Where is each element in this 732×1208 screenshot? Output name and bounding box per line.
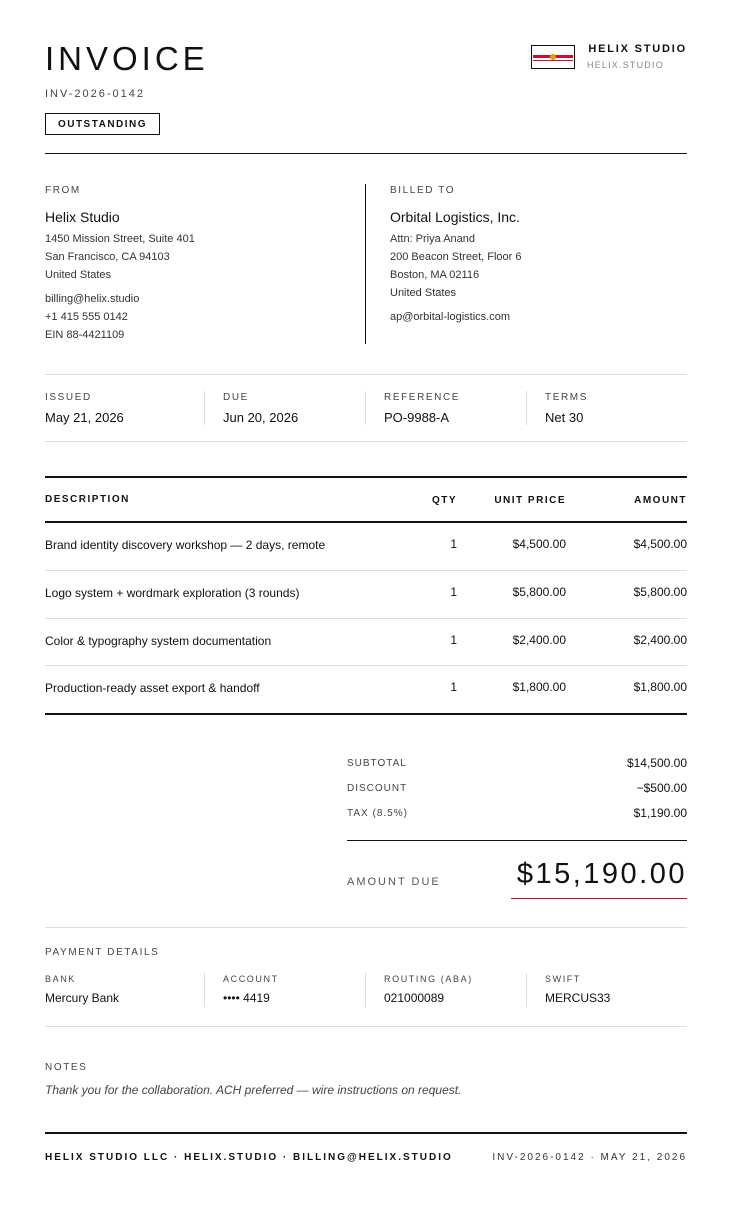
billed-to-address [390,230,521,302]
row-qty: 1 [450,633,457,647]
meta-divider [526,391,527,425]
billed-to-address-line: Boston, MA 02116 [390,269,480,281]
swift-value: MERCUS33 [545,991,611,1005]
row-unit-price: $2,400.00 [512,633,566,647]
party-divider [365,184,366,344]
discount-value: −$500.00 [636,781,687,795]
from-address-line: 1450 Mission Street, Suite 401 [45,233,195,245]
footer-left: HELIX STUDIO LLC · HELIX.STUDIO · BILLING@HELIX.STUDIO [45,1152,453,1163]
invoice-title: INVOICE [45,40,209,77]
routing-value: 021000089 [384,991,445,1005]
row-amount: $4,500.00 [633,537,687,551]
billed-to-address-line: 200 Beacon Street, Floor 6 [390,251,522,263]
bank-label: BANK [45,974,76,984]
from-address-line: San Francisco, CA 94103 [45,251,170,263]
due-value: Jun 20, 2026 [223,410,299,425]
billed-to-address-line: Attn: Priya Anand [390,233,475,245]
row-description: Brand identity discovery workshop — 2 days, remote [45,538,326,552]
table-row [45,666,687,713]
terms-value: Net 30 [545,410,584,425]
status-badge: OUTSTANDING [45,113,160,135]
footer-right: INV-2026-0142 · MAY 21, 2026 [492,1152,687,1163]
col-header-amount: AMOUNT [634,495,687,506]
billed-to-label: BILLED TO [390,185,456,196]
meta-top-rule [45,374,687,375]
header-divider [45,153,687,154]
amount-due-label: AMOUNT DUE [347,876,441,888]
discount-label: DISCOUNT [347,783,408,794]
meta-divider [204,391,205,425]
notes-text: Thank you for the collaboration. ACH preferred — wire instructions on request. [45,1083,462,1097]
terms-label: TERMS [545,392,588,403]
account-label: ACCOUNT [223,974,279,984]
col-header-description: DESCRIPTION [45,494,130,505]
col-header-qty: QTY [431,495,457,506]
table-row [45,619,687,666]
table-top-rule [45,476,687,478]
routing-label: ROUTING (ABA) [384,974,473,984]
tax-label: TAX (8.5%) [347,808,408,819]
billed-to-name: Orbital Logistics, Inc. [390,209,520,225]
row-qty: 1 [450,537,457,551]
totals-divider [347,840,687,841]
row-description: Color & typography system documentation [45,634,272,648]
col-header-unit-price: UNIT PRICE [494,495,566,506]
brand-name: HELIX STUDIO [588,43,687,55]
due-label: DUE [223,392,249,403]
payment-divider [526,973,527,1007]
tax-value: $1,190.00 [633,806,687,820]
from-phone: +1 415 555 0142 [45,311,128,323]
payment-top-rule [45,927,687,928]
row-unit-price: $1,800.00 [512,680,566,694]
from-ein: EIN 88-4421109 [45,329,125,341]
from-name: Helix Studio [45,209,120,225]
swift-label: SWIFT [545,974,581,984]
from-address [45,230,195,284]
flag-logo-icon [531,45,575,69]
row-description: Logo system + wordmark exploration (3 rounds) [45,586,300,600]
meta-bottom-rule [45,441,687,442]
notes-label: NOTES [45,1062,88,1073]
table-row [45,571,687,618]
meta-divider [365,391,366,425]
issued-value: May 21, 2026 [45,410,124,425]
row-amount: $1,800.00 [633,680,687,694]
amount-due-underline [511,898,687,899]
billed-to-email: ap@orbital-logistics.com [390,311,510,323]
brand-site: HELIX.STUDIO [587,60,664,70]
subtotal-label: SUBTOTAL [347,758,407,769]
from-email: billing@helix.studio [45,293,140,305]
footer-rule [45,1132,687,1134]
billed-to-address-line: United States [390,287,457,299]
from-contact [45,290,139,344]
payment-bottom-rule [45,1026,687,1027]
row-qty: 1 [450,585,457,599]
payment-divider [204,973,205,1007]
from-label: FROM [45,185,81,196]
invoice-number: INV-2026-0142 [45,88,145,100]
row-amount: $5,800.00 [633,585,687,599]
issued-label: ISSUED [45,392,92,403]
from-address-line: United States [45,269,112,281]
subtotal-value: $14,500.00 [626,756,687,770]
payment-divider [365,973,366,1007]
bank-value: Mercury Bank [45,991,120,1005]
row-qty: 1 [450,680,457,694]
row-unit-price: $4,500.00 [512,537,566,551]
account-value: •••• 4419 [223,991,270,1005]
reference-label: REFERENCE [384,392,461,403]
row-unit-price: $5,800.00 [512,585,566,599]
table-bottom-rule [45,713,687,715]
amount-due-value: $15,190.00 [516,858,687,890]
table-row [45,523,687,570]
row-description: Production-ready asset export & handoff [45,681,260,695]
payment-details-label: PAYMENT DETAILS [45,947,160,958]
reference-value: PO-9988-A [384,410,450,425]
row-amount: $2,400.00 [633,633,687,647]
